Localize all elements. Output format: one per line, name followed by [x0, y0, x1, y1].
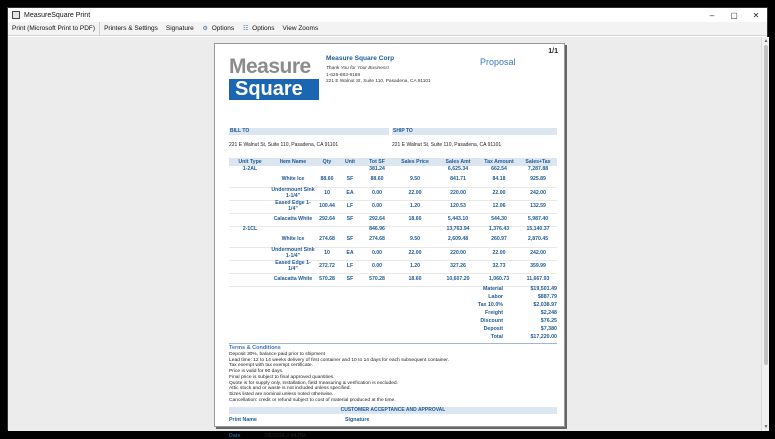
table-cell: 359.99 — [519, 260, 557, 273]
table-cell: 7,287.88 — [527, 166, 549, 173]
totals-row — [445, 309, 557, 317]
table-row — [229, 174, 557, 187]
table-cell: 925.89 — [519, 174, 557, 187]
table-cell: 1-2AL — [242, 166, 258, 173]
totals-value: $19,501.49 — [530, 286, 557, 292]
totals-row — [445, 317, 557, 325]
terms-line: Tax exempt with tax exempt certificate. — [229, 363, 313, 369]
toolbar — [8, 22, 767, 36]
table-cell — [271, 226, 315, 234]
table-cell: 1,376.43 — [488, 226, 510, 233]
table-cell: White Ice — [271, 234, 315, 247]
totals-value: $7,380 — [540, 326, 557, 332]
table-cell — [229, 174, 271, 187]
table-cell — [339, 166, 361, 174]
options-button-2[interactable] — [238, 22, 278, 36]
table-cell: 662.54 — [491, 166, 507, 173]
company-tagline: Thank You for Your Business! — [326, 66, 390, 71]
bill-to-address: 221 E Walnut St, Suite 110, Pasadena, CA 91101 — [229, 142, 339, 148]
table-header-cell: Sales Price — [393, 158, 437, 166]
table-group-row — [229, 166, 557, 174]
totals-label: Discount — [480, 318, 503, 324]
table-cell — [339, 226, 361, 234]
table-cell — [229, 213, 271, 226]
table-cell: 22.00 — [479, 247, 519, 260]
table-cell: Undermount Sink 1-1/4" — [271, 246, 315, 259]
vertical-scrollbar[interactable] — [761, 37, 769, 431]
table-cell: 242.00 — [519, 187, 557, 200]
totals-value: $2,248 — [540, 310, 557, 316]
terms-list — [229, 352, 557, 403]
table-cell: 1.20 — [393, 260, 437, 273]
table-cell — [229, 260, 271, 273]
document-title: Proposal — [480, 57, 516, 67]
table-cell: SF — [339, 213, 361, 226]
table-header-cell: Sales Amt — [437, 158, 479, 166]
table-header-cell: Unit — [339, 158, 361, 166]
table-row — [229, 213, 557, 226]
table-cell — [229, 247, 271, 260]
table-cell: 220.00 — [437, 247, 479, 260]
table-cell: 0.00 — [361, 260, 393, 273]
table-cell: 220.00 — [437, 187, 479, 200]
table-cell: 120.53 — [437, 200, 479, 213]
table-header-cell: Item Name — [271, 158, 315, 166]
title-bar — [8, 8, 767, 22]
totals-label: Material — [482, 286, 503, 292]
line-items-table — [229, 158, 557, 287]
table-cell — [393, 226, 437, 234]
totals-label: Deposit — [483, 326, 503, 332]
terms-line: Final price is subject to final approved quantities. — [229, 374, 335, 380]
logo-line-1: Measure — [229, 56, 319, 78]
signature-button[interactable]: Signature — [165, 25, 194, 32]
table-cell: 22.00 — [479, 187, 519, 200]
table-cell: 6,625.34 — [447, 166, 469, 173]
table-cell: 544.30 — [479, 213, 519, 226]
scroll-down-icon[interactable]: ▼ — [763, 424, 769, 430]
options-sliders-icon: ☷ — [242, 26, 249, 32]
table-header-cell: Tot SF — [361, 158, 393, 166]
table-cell: 242.00 — [519, 247, 557, 260]
options-gear-icon: ⚙ — [202, 26, 208, 32]
table-cell: Undermount Sink 1-1/4" — [271, 186, 315, 199]
table-cell — [229, 273, 271, 286]
table-cell: 12.06 — [479, 200, 519, 213]
totals-row — [445, 285, 557, 293]
totals-label: Total — [490, 334, 503, 340]
terms-line: Cancellation: credit or refund subject to cost of material produced at the time. — [229, 397, 396, 403]
window-title: MeasureSquare Print — [24, 11, 91, 19]
printers-settings-button[interactable]: Printers & Settings — [104, 25, 158, 32]
table-cell: 18.60 — [393, 273, 437, 286]
terms-line: Lead time: 12 to 14 weeks delivery of first container and 10 to 14 days for each subsequent container. — [229, 357, 449, 363]
totals-row — [445, 325, 557, 333]
table-row — [229, 187, 557, 200]
table-header-cell: Unit Type — [229, 158, 271, 166]
company-logo — [229, 56, 319, 100]
bill-to-label: BILL TO — [229, 128, 389, 135]
table-header-cell: Tax Amount — [479, 158, 519, 166]
app-icon — [12, 11, 20, 19]
table-cell: SF — [339, 273, 361, 286]
table-cell — [315, 166, 339, 174]
terms-line: Price is valid for 90 days. — [229, 369, 284, 375]
table-cell — [315, 226, 339, 234]
terms-line: Attic stock and or waste is not included unless specified. — [229, 386, 351, 392]
options-label-1: Options — [211, 25, 235, 32]
company-address: 221 E Walnut St, Suite 110, Pasadena, CA 91101 — [326, 79, 431, 84]
table-cell: 15,140.37 — [526, 226, 550, 233]
print-name-label: Print Name — [229, 417, 257, 423]
table-cell: 88.60 — [315, 174, 339, 187]
table-cell: 327.26 — [437, 260, 479, 273]
table-cell: Calacatta White — [271, 273, 315, 286]
table-header-cell: Sales+Tax — [519, 158, 557, 166]
table-cell: 84.18 — [479, 174, 519, 187]
totals-value: $17,220.00 — [530, 334, 557, 340]
totals-value: $2,038.97 — [533, 302, 557, 308]
table-cell: SF — [339, 234, 361, 247]
table-cell: Eased Edge 1-1/4" — [271, 260, 315, 273]
totals-value: $887.79 — [537, 294, 557, 300]
table-cell: 0.00 — [361, 200, 393, 213]
table-cell: 5,987.40 — [519, 213, 557, 226]
totals-label: Labor — [488, 294, 503, 300]
table-cell: 1.20 — [393, 200, 437, 213]
table-cell: 22.00 — [393, 247, 437, 260]
table-cell: White Ice — [271, 174, 315, 187]
table-cell: 10 — [315, 247, 339, 260]
options-button-1[interactable] — [198, 22, 238, 36]
table-cell: 272.72 — [315, 260, 339, 273]
totals-block — [445, 285, 557, 341]
print-button[interactable]: Print (Microsoft Print to PDF) — [8, 22, 100, 36]
totals-value: $76.25 — [540, 318, 557, 324]
terms-section — [229, 343, 557, 403]
date-label: Date — [229, 433, 241, 439]
scrollbar-thumb[interactable] — [764, 45, 768, 365]
table-cell: SF — [339, 174, 361, 187]
table-cell: LF — [339, 260, 361, 273]
table-cell: 5,443.10 — [437, 213, 479, 226]
table-cell: 570.28 — [361, 273, 393, 286]
scroll-up-icon[interactable]: ▲ — [763, 38, 769, 44]
table-cell — [229, 187, 271, 200]
table-cell: 274.68 — [361, 234, 393, 247]
close-button[interactable]: ✕ — [752, 10, 760, 20]
options-label-2: Options — [252, 25, 275, 32]
table-cell — [271, 166, 315, 174]
page-number: 1/1 — [548, 48, 558, 55]
table-cell: 18.60 — [393, 213, 437, 226]
totals-label: Tax 10.0% — [477, 302, 503, 308]
table-group-row — [229, 226, 557, 234]
terms-heading: Terms & Conditions — [229, 343, 557, 351]
signature-label: Signature — [345, 417, 370, 423]
print-preview-area[interactable] — [8, 37, 769, 439]
table-cell: 13,763.94 — [446, 226, 470, 233]
totals-label: Freight — [485, 310, 503, 316]
table-cell: 10,607.20 — [437, 273, 479, 286]
table-cell: 274.68 — [315, 234, 339, 247]
table-cell: EA — [339, 247, 361, 260]
table-cell: Calacatta White — [271, 213, 315, 226]
table-cell: 381.24 — [369, 166, 385, 173]
minimize-button[interactable]: – — [709, 10, 715, 20]
table-cell: 2,870.45 — [519, 234, 557, 247]
table-cell: 2,609.48 — [437, 234, 479, 247]
table-cell: 32.73 — [479, 260, 519, 273]
table-cell — [393, 166, 437, 174]
print-window — [7, 7, 769, 439]
table-cell: 841.71 — [437, 174, 479, 187]
company-phone: 1-626-683-9188 — [326, 73, 361, 78]
table-cell: LF — [339, 200, 361, 213]
table-header-row — [229, 158, 557, 166]
ship-to-label: SHIP TO — [392, 128, 557, 135]
table-header-cell: Qty — [315, 158, 339, 166]
acceptance-heading: CUSTOMER ACCEPTANCE AND APPROVAL — [229, 407, 557, 414]
table-row — [229, 200, 557, 213]
table-cell: 132.59 — [519, 200, 557, 213]
table-cell: 88.60 — [361, 174, 393, 187]
table-cell: 10 — [315, 187, 339, 200]
terms-line: Quote is for supply only, installation, field measuring & verification is excluded. — [229, 380, 398, 386]
table-cell: 292.64 — [361, 213, 393, 226]
table-body — [229, 166, 557, 286]
table-cell — [229, 234, 271, 247]
totals-row — [445, 301, 557, 309]
table-cell: 9.50 — [393, 174, 437, 187]
table-row — [229, 234, 557, 247]
date-value: 3/8/2024 2:44 PM — [264, 433, 306, 439]
table-cell: 22.00 — [393, 187, 437, 200]
table-row — [229, 247, 557, 260]
table-cell: 570.28 — [315, 273, 339, 286]
terms-line: Deposit 30%, balance paid prior to shipment — [229, 352, 325, 357]
table-cell: 260.97 — [479, 234, 519, 247]
totals-row — [445, 333, 557, 341]
logo-line-2: Square — [229, 79, 319, 100]
totals-row — [445, 293, 557, 301]
table-cell: EA — [339, 187, 361, 200]
terms-line: Sizes listed are nominal unless noted otherwise. — [229, 391, 334, 397]
table-cell: 11,667.93 — [519, 273, 557, 286]
table-cell: 0.00 — [361, 187, 393, 200]
table-row — [229, 260, 557, 273]
company-name: Measure Square Corp — [326, 55, 395, 62]
table-cell: 292.64 — [315, 213, 339, 226]
table-cell: 1,060.73 — [479, 273, 519, 286]
table-cell: Eased Edge 1-1/4" — [271, 200, 315, 213]
table-cell: 2-1CL — [242, 226, 258, 233]
ship-to-address: 221 E Walnut St, Suite 110, Pasadena, CA 91101 — [392, 142, 502, 148]
document-page — [214, 43, 565, 439]
view-zooms-button[interactable]: View Zooms — [282, 25, 319, 32]
table-cell: 100.44 — [315, 200, 339, 213]
table-cell — [229, 200, 271, 213]
table-cell: 9.50 — [393, 234, 437, 247]
table-cell: 846.96 — [369, 226, 385, 233]
table-cell: 0.00 — [361, 247, 393, 260]
maximize-button[interactable]: ▢ — [730, 10, 738, 20]
